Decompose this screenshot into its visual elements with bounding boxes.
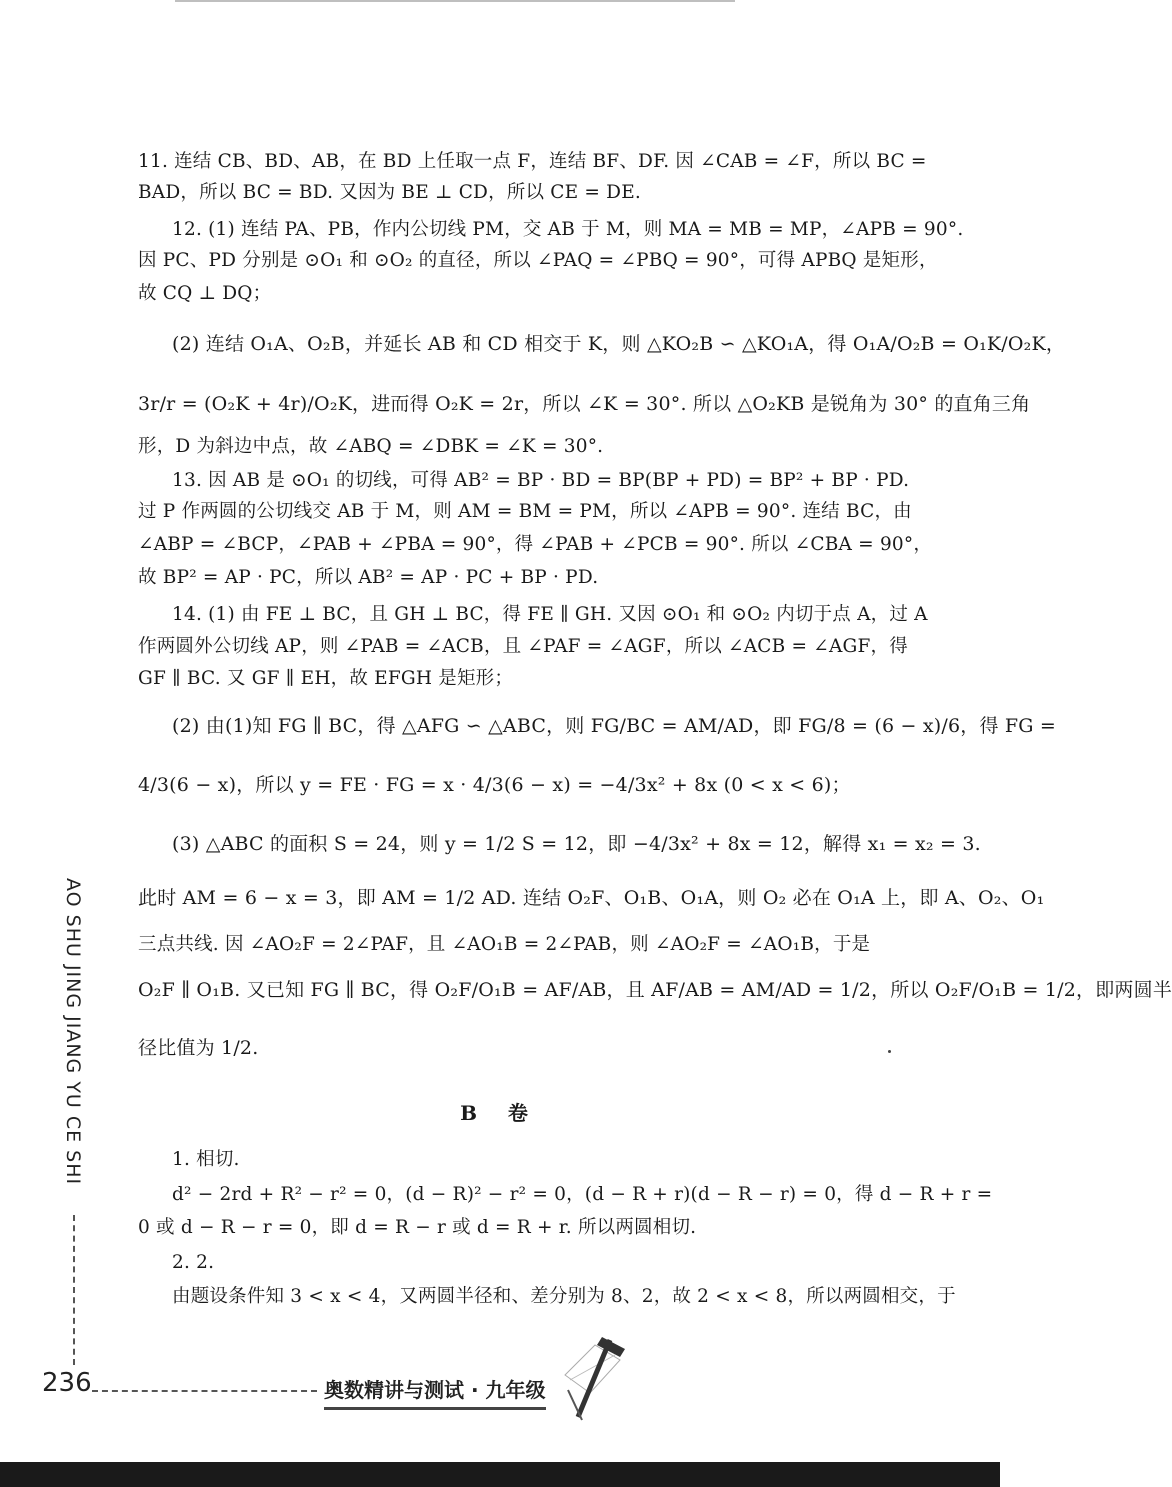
page-number: 236 [42,1368,92,1398]
text-line: 作两圆外公切线 AP，则 ∠PAB = ∠ACB，且 ∠PAF = ∠AGF，所以 ∠ACB = ∠AGF，得 [138,636,908,657]
text-line: 径比值为 1/2. [138,1037,259,1059]
text-line: 12. (1) 连结 PA、PB，作内公切线 PM，交 AB 于 M，则 MA = MB = MP，∠APB = 90°. [172,219,964,240]
section-title: B 卷 [460,1101,540,1125]
text-line: 2. 2. [172,1252,215,1273]
text-line: 1. 相切. [172,1149,240,1170]
text-line: d² − 2rd + R² − r² = 0，(d − R)² − r² = 0，(d − R + r)(d − R − r) = 0，得 d − R + r = [172,1184,993,1205]
text-line: 因 PC、PD 分别是 ⊙O₁ 和 ⊙O₂ 的直径，所以 ∠PAQ = ∠PBQ = 90°，可得 APBQ 是矩形， [138,250,938,271]
text-line: 3r/r = (O₂K + 4r)/O₂K，进而得 O₂K = 2r，所以 ∠K = 30°. 所以 △O₂KB 是锐角为 30° 的直角三角 [138,393,1031,415]
text-line: 11. 连结 CB、BD、AB，在 BD 上任取一点 F，连结 BF、DF. 因 ∠CAB = ∠F，所以 BC = [138,151,927,172]
text-line: O₂F ∥ O₁B. 又已知 FG ∥ BC，得 O₂F/O₁B = AF/AB，且 AF/AB = AM/AD = 1/2，所以 O₂F/O₁B = 1/2，即两圆半 [138,979,1172,1001]
drafting-tool-icon [560,1335,635,1425]
side-running-title: AO SHU JING JIANG YU CE SHI [62,878,84,1186]
text-line: 故 CQ ⊥ DQ； [138,283,272,304]
text-line: 故 BP² = AP · PC，所以 AB² = AP · PC + BP · PD. [138,567,599,588]
text-line: (3) △ABC 的面积 S = 24，则 y = 1/2 S = 12，即 −4/3x² + 8x = 12，解得 x₁ = x₂ = 3. [172,833,981,855]
text-line: 13. 因 AB 是 ⊙O₁ 的切线，可得 AB² = BP · BD = BP(BP + PD) = BP² + BP · PD. [172,470,910,491]
footer-book-title: 奥数精讲与测试 · 九年级 [324,1374,546,1410]
text-line: 三点共线. 因 ∠AO₂F = 2∠PAF，且 ∠AO₁B = 2∠PAB，则 ∠AO₂F = ∠AO₁B，于是 [138,934,871,955]
text-line: 4/3(6 − x)，所以 y = FE · FG = x · 4/3(6 − x) = −4/3x² + 8x (0 < x < 6)； [138,774,851,796]
text-line: GF ∥ BC. 又 GF ∥ EH，故 EFGH 是矩形； [138,668,514,689]
bottom-scan-edge [0,1462,1000,1487]
text-line: 0 或 d − R − r = 0，即 d = R − r 或 d = R + r. 所以两圆相切. [138,1217,697,1238]
text-line: (2) 连结 O₁A、O₂B，并延长 AB 和 CD 相交于 K，则 △KO₂B ∽ △KO₁A，得 O₁A/O₂B = O₁K/O₂K， [172,333,1066,355]
text-line: (2) 由(1)知 FG ∥ BC，得 △AFG ∽ △ABC，则 FG/BC = AM/AD，即 FG/8 = (6 − x)/6，得 FG = [172,715,1057,737]
text-line: 14. (1) 由 FE ⊥ BC，且 GH ⊥ BC，得 FE ∥ GH. 又因 ⊙O₁ 和 ⊙O₂ 内切于点 A，过 A [172,604,928,625]
text-line: 过 P 作两圆的公切线交 AB 于 M，则 AM = BM = PM，所以 ∠APB = 90°. 连结 BC，由 [138,501,912,522]
text-line: ∠ABP = ∠BCP，∠PAB + ∠PBA = 90°，得 ∠PAB + ∠PCB = 90°. 所以 ∠CBA = 90°， [138,534,933,555]
stray-mark [888,1050,891,1053]
side-dashed-line [73,1215,75,1365]
text-line: BAD，所以 BC = BD. 又因为 BE ⊥ CD，所以 CE = DE. [138,182,642,203]
footer-dashed-line [92,1390,317,1392]
text-line: 由题设条件知 3 < x < 4，又两圆半径和、差分别为 8、2，故 2 < x < 8，所以两圆相交，于 [172,1286,956,1307]
text-line: 形，D 为斜边中点，故 ∠ABQ = ∠DBK = ∠K = 30°. [138,436,604,457]
text-line: 此时 AM = 6 − x = 3，即 AM = 1/2 AD. 连结 O₂F、O₁B、O₁A，则 O₂ 必在 O₁A 上，即 A、O₂、O₁ [138,887,1045,909]
